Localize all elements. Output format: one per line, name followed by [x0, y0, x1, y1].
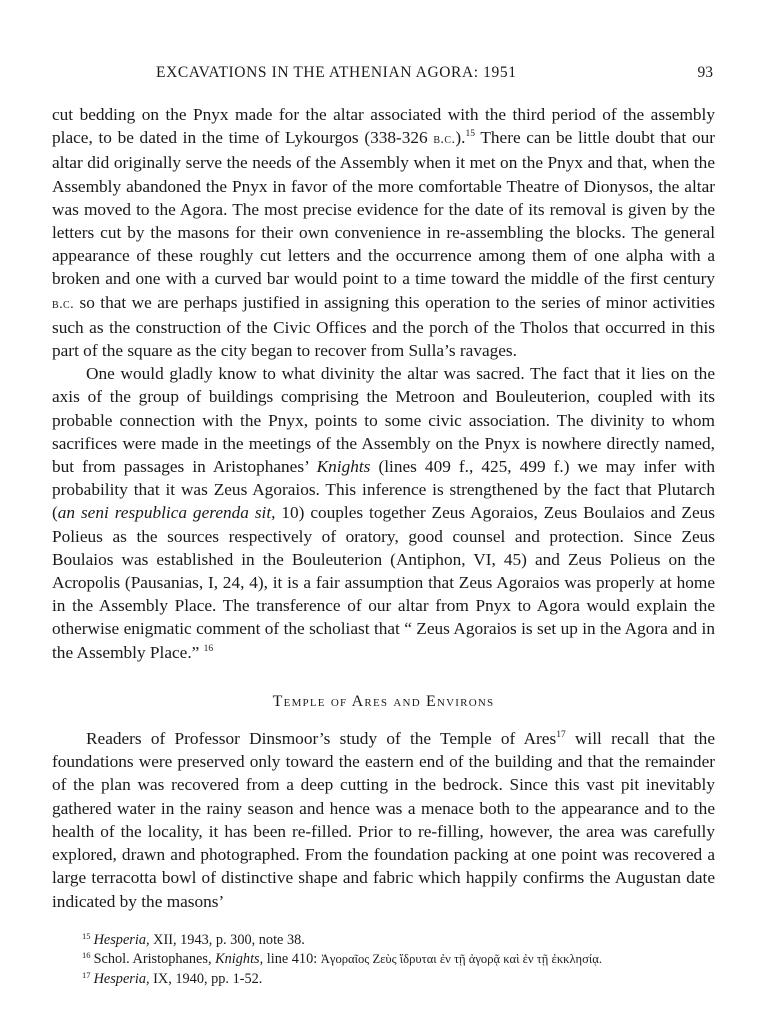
text-run: There can be little doubt that our altar did originally serve the needs of the Assembly when it met on the Pnyx and that, when the Assembly abandoned the Pnyx in favor of the more comfortable Theatre of Dionysos, the altar was moved to the Agora. The most precise evidence for the date of its removal is given by the letters cut by the masons for their own convenience in re-assembling the blocks. The general appearance of these roughly cut letters and the occurrence among them of one alpha with a broken and one with a curved bar would point to a time toward the middle of the first century	[52, 128, 715, 289]
text-run: ).	[455, 128, 466, 148]
footnote-number: 15	[82, 930, 91, 941]
journal-title: Hesperia,	[93, 970, 150, 987]
section-heading: Temple of Ares and Environs	[272, 692, 495, 710]
footnote-ref-17[interactable]: 17	[556, 729, 566, 740]
running-title: EXCAVATIONS IN THE ATHENIAN AGORA: 1951	[156, 64, 517, 81]
page	[52, 64, 715, 989]
footnote-number: 17	[82, 969, 91, 980]
text-run: Readers of Professor Dinsmoor’s study of the Temple of Ares	[86, 729, 557, 749]
bc-abbrev: b.c.	[52, 295, 75, 312]
greek-quotation: Ἀγοραῖος Ζεὺς ἵδρυται ἐν τῇ ἀγορᾷ καὶ ἐν τῇ ἐκκλησίᾳ.	[320, 952, 603, 967]
work-title-knights: Knights	[316, 457, 371, 477]
paragraph-altar-removal	[52, 103, 715, 362]
text-run: so that we are perhaps justified in assigning this operation to the series of minor activities such as the construction of the Civic Offices and the porch of the Tholos that occurred in this part of the square as the city began to recover from Sulla’s ravages.	[52, 292, 715, 361]
footnote-text: IX, 1940, pp. 1-52.	[149, 970, 263, 987]
footnote-ref-16[interactable]: 16	[203, 643, 214, 654]
footnote-16	[82, 950, 715, 970]
footnote-ref-15[interactable]: 15	[465, 129, 475, 140]
text-run: (lines 409 f., 425, 499 f.) we may infer with probability that it was Zeus Agoraios. This inference is strengthened by the fact that Plutarch (	[52, 457, 715, 523]
text-run: cut bedding on the Pnyx made for the altar associated with the third period of the assembly place, to be dated in the time of Lykourgos (338-326	[52, 105, 715, 148]
footnote-text: Schol. Aristophanes,	[93, 951, 216, 968]
footnote-text: line 410:	[263, 951, 321, 968]
page-number: 93	[697, 64, 713, 81]
journal-title: Hesperia,	[93, 931, 150, 948]
paragraph-temple-of-ares	[52, 727, 715, 913]
body-text	[52, 103, 715, 913]
footnote-text: XII, 1943, p. 300, note 38.	[149, 931, 305, 948]
text-run: 10) couples together Zeus Agoraios, Zeus Boulaios and Zeus Polieus as the sources respectively of oratory, good counsel and protection. Since Zeus Boulaios was established in the Bouleuterion (Antiphon, VI, 45) and Zeus Polieus on the Acropolis (Pausanias, I, 24, 4), it is a fair assumption that Zeus Agoraios was properly at home in the Assembly Place. The transference of our altar from Pnyx to Agora would explain the otherwise enigmatic comment of the scholiast that “ Zeus Agoraios is set up in the Agora and in the Assembly Place.”	[52, 503, 715, 662]
paragraph-divinity	[52, 362, 715, 664]
footnote-number: 16	[82, 950, 91, 961]
text-run: One would gladly know to what divinity the altar was sacred. The fact that it lies on the axis of the group of buildings comprising the Metroon and Bouleuterion, coupled with its probable connection with the Pnyx, points to some civic association. The divinity to whom sacrifices were made in the meetings of the Assembly on the Pnyx is nowhere directly named, but from passages in Aristophanes’	[52, 364, 715, 477]
footnote-17	[82, 970, 715, 990]
footnotes	[52, 931, 715, 990]
footnote-15	[82, 931, 715, 951]
bc-abbrev: b.c.	[433, 131, 456, 148]
running-head	[52, 64, 715, 88]
work-title-plutarch: an seni respublica gerenda sit,	[57, 503, 276, 523]
work-title: Knights,	[215, 951, 264, 968]
text-run: will recall that the foundations were preserved only toward the eastern end of the building and that the remainder of the plan was recovered from a deep cutting in the bedrock. Since this vast pit inevitably gathered water in the rainy season and hence was a menace both to the appearance and to the health of the locality, it has been re-filled. Prior to re-filling, however, the area was carefully explored, drawn and photographed. From the foundation packing at one point was recovered a large terracotta bowl of distinctive shape and fabric which happily confirms the Augustan date indicated by the masons’	[52, 729, 715, 911]
